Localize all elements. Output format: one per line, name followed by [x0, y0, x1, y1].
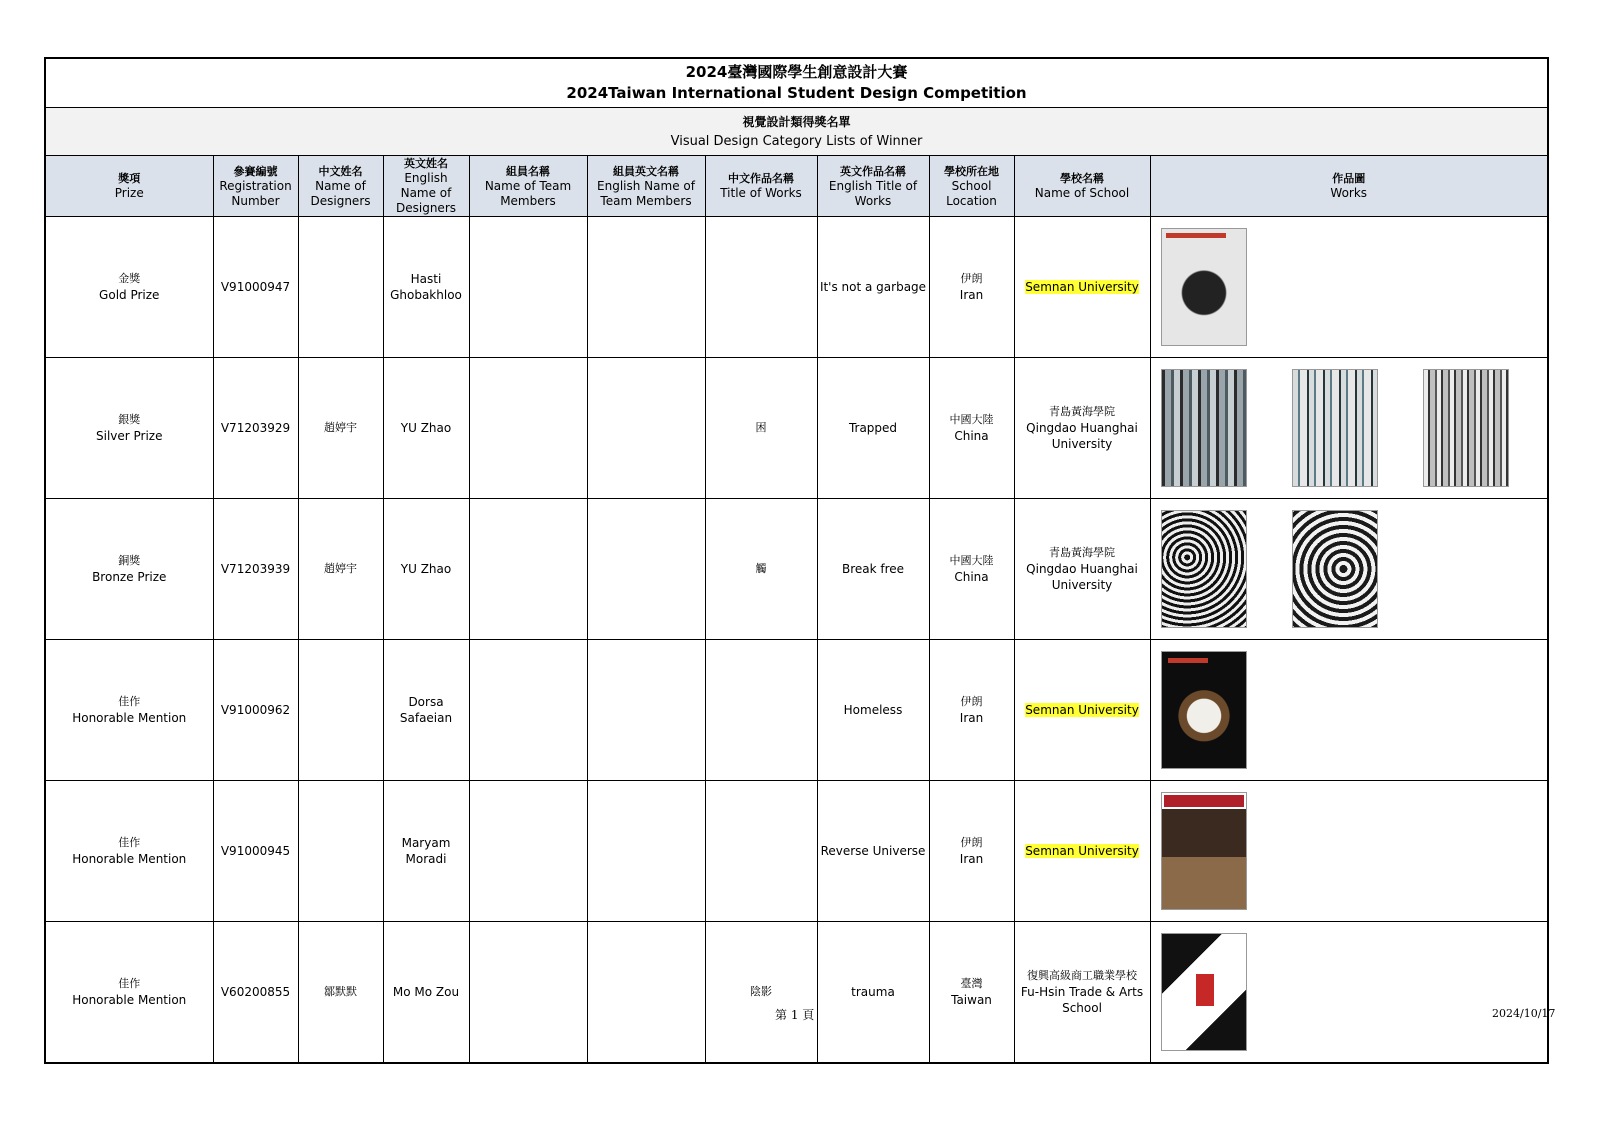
- works-cell: [1150, 922, 1547, 1063]
- page-number: 第 1 頁: [775, 1008, 815, 1022]
- team-en-cell: [587, 640, 705, 781]
- winners-table: [46, 156, 1547, 1062]
- english-title-cell: It's not a garbage: [817, 217, 929, 358]
- work-thumbnail-trapped-3: [1423, 369, 1509, 487]
- works-cell: [1150, 499, 1547, 640]
- table-row: [46, 922, 1547, 1063]
- document-title: [46, 59, 1547, 108]
- col-school-location: 學校所在地 School Location: [929, 156, 1014, 217]
- col-chinese-name: 中文姓名 Name of Designers: [298, 156, 383, 217]
- work-thumbnail-trauma: [1161, 933, 1247, 1051]
- prize-cell: 佳作 Honorable Mention: [46, 922, 213, 1063]
- school-cell: 青島黃海學院 Qingdao Huanghai University: [1014, 499, 1150, 640]
- works-cell: [1150, 358, 1547, 499]
- team-en-cell: [587, 499, 705, 640]
- english-name-cell: Hasti Ghobakhloo: [383, 217, 469, 358]
- work-thumbnail-whale: [1161, 228, 1247, 346]
- col-team-members-en: 組員英文名稱 English Name of Team Members: [587, 156, 705, 217]
- prize-cell: 銀獎 Silver Prize: [46, 358, 213, 499]
- chinese-title-cell: 觸: [705, 499, 817, 640]
- english-name-cell: Maryam Moradi: [383, 781, 469, 922]
- work-thumbnail-breakfree-2: [1292, 510, 1378, 628]
- team-en-cell: [587, 781, 705, 922]
- col-team-members: 組員名稱 Name of Team Members: [469, 156, 587, 217]
- team-cell: [469, 640, 587, 781]
- col-english-title: 英文作品名稱 English Title of Works: [817, 156, 929, 217]
- table-row: [46, 358, 1547, 499]
- col-school-name: 學校名稱 Name of School: [1014, 156, 1150, 217]
- school-name-highlighted: Semnan University: [1025, 844, 1139, 858]
- english-name-cell: Mo Mo Zou: [383, 922, 469, 1063]
- subtitle-zh: 視覺設計類得獎名單: [742, 114, 851, 129]
- location-cell: 臺灣 Taiwan: [929, 922, 1014, 1063]
- chinese-title-cell: [705, 781, 817, 922]
- registration-cell: V60200855: [213, 922, 298, 1063]
- team-en-cell: [587, 922, 705, 1063]
- chinese-name-cell: 鄒默默: [298, 922, 383, 1063]
- work-thumbnail-breakfree-1: [1161, 510, 1247, 628]
- english-title-cell: Reverse Universe: [817, 781, 929, 922]
- chinese-title-cell: [705, 217, 817, 358]
- winners-sheet: [44, 57, 1549, 1064]
- school-cell: [1014, 781, 1150, 922]
- location-cell: 中國大陸 China: [929, 358, 1014, 499]
- subtitle-en: Visual Design Category Lists of Winner: [670, 133, 923, 149]
- chinese-title-cell: 陰影: [705, 922, 817, 1063]
- english-name-cell: YU Zhao: [383, 499, 469, 640]
- prize-cell: 銅獎 Bronze Prize: [46, 499, 213, 640]
- col-english-name: 英文姓名 English Name of Designers: [383, 156, 469, 217]
- works-cell: [1150, 781, 1547, 922]
- work-thumbnail-trapped-1: [1161, 369, 1247, 487]
- works-cell: [1150, 217, 1547, 358]
- table-row: [46, 217, 1547, 358]
- team-en-cell: [587, 358, 705, 499]
- team-cell: [469, 499, 587, 640]
- team-cell: [469, 922, 587, 1063]
- team-cell: [469, 781, 587, 922]
- header-row: [46, 156, 1547, 217]
- registration-cell: V91000945: [213, 781, 298, 922]
- col-registration: 參賽編號 Registration Number: [213, 156, 298, 217]
- registration-cell: V71203939: [213, 499, 298, 640]
- school-cell: [1014, 217, 1150, 358]
- col-prize: 獎項 Prize: [46, 156, 213, 217]
- location-cell: 伊朗 Iran: [929, 781, 1014, 922]
- school-cell: [1014, 640, 1150, 781]
- prize-cell: 佳作 Honorable Mention: [46, 781, 213, 922]
- print-date: 2024/10/17: [1492, 1007, 1556, 1020]
- chinese-name-cell: 趙婷宇: [298, 499, 383, 640]
- work-thumbnail-trapped-2: [1292, 369, 1378, 487]
- location-cell: 伊朗 Iran: [929, 640, 1014, 781]
- title-zh: 2024臺灣國際學生創意設計大賽: [685, 63, 908, 81]
- chinese-name-cell: [298, 781, 383, 922]
- table-row: [46, 781, 1547, 922]
- location-cell: 中國大陸 China: [929, 499, 1014, 640]
- chinese-title-cell: [705, 640, 817, 781]
- works-cell: [1150, 640, 1547, 781]
- english-title-cell: trauma: [817, 922, 929, 1063]
- english-name-cell: YU Zhao: [383, 358, 469, 499]
- english-name-cell: Dorsa Safaeian: [383, 640, 469, 781]
- col-works: 作品圖 Works: [1150, 156, 1547, 217]
- school-cell: 復興高級商工職業學校 Fu-Hsin Trade & Arts School: [1014, 922, 1150, 1063]
- registration-cell: V71203929: [213, 358, 298, 499]
- work-thumbnail-homeless: [1161, 651, 1247, 769]
- english-title-cell: Break free: [817, 499, 929, 640]
- table-row: [46, 499, 1547, 640]
- prize-cell: 金獎 Gold Prize: [46, 217, 213, 358]
- school-cell: 青島黃海學院 Qingdao Huanghai University: [1014, 358, 1150, 499]
- registration-cell: V91000947: [213, 217, 298, 358]
- work-thumbnail-reverse-universe: [1161, 792, 1247, 910]
- school-name-highlighted: Semnan University: [1025, 703, 1139, 717]
- school-name-highlighted: Semnan University: [1025, 280, 1139, 294]
- team-cell: [469, 217, 587, 358]
- team-cell: [469, 358, 587, 499]
- chinese-name-cell: 趙婷宇: [298, 358, 383, 499]
- chinese-name-cell: [298, 217, 383, 358]
- english-title-cell: Homeless: [817, 640, 929, 781]
- chinese-title-cell: 困: [705, 358, 817, 499]
- english-title-cell: Trapped: [817, 358, 929, 499]
- chinese-name-cell: [298, 640, 383, 781]
- title-en: 2024Taiwan International Student Design Competition: [566, 84, 1027, 102]
- category-subtitle: [46, 108, 1547, 156]
- registration-cell: V91000962: [213, 640, 298, 781]
- prize-cell: 佳作 Honorable Mention: [46, 640, 213, 781]
- col-chinese-title: 中文作品名稱 Title of Works: [705, 156, 817, 217]
- team-en-cell: [587, 217, 705, 358]
- location-cell: 伊朗 Iran: [929, 217, 1014, 358]
- table-row: [46, 640, 1547, 781]
